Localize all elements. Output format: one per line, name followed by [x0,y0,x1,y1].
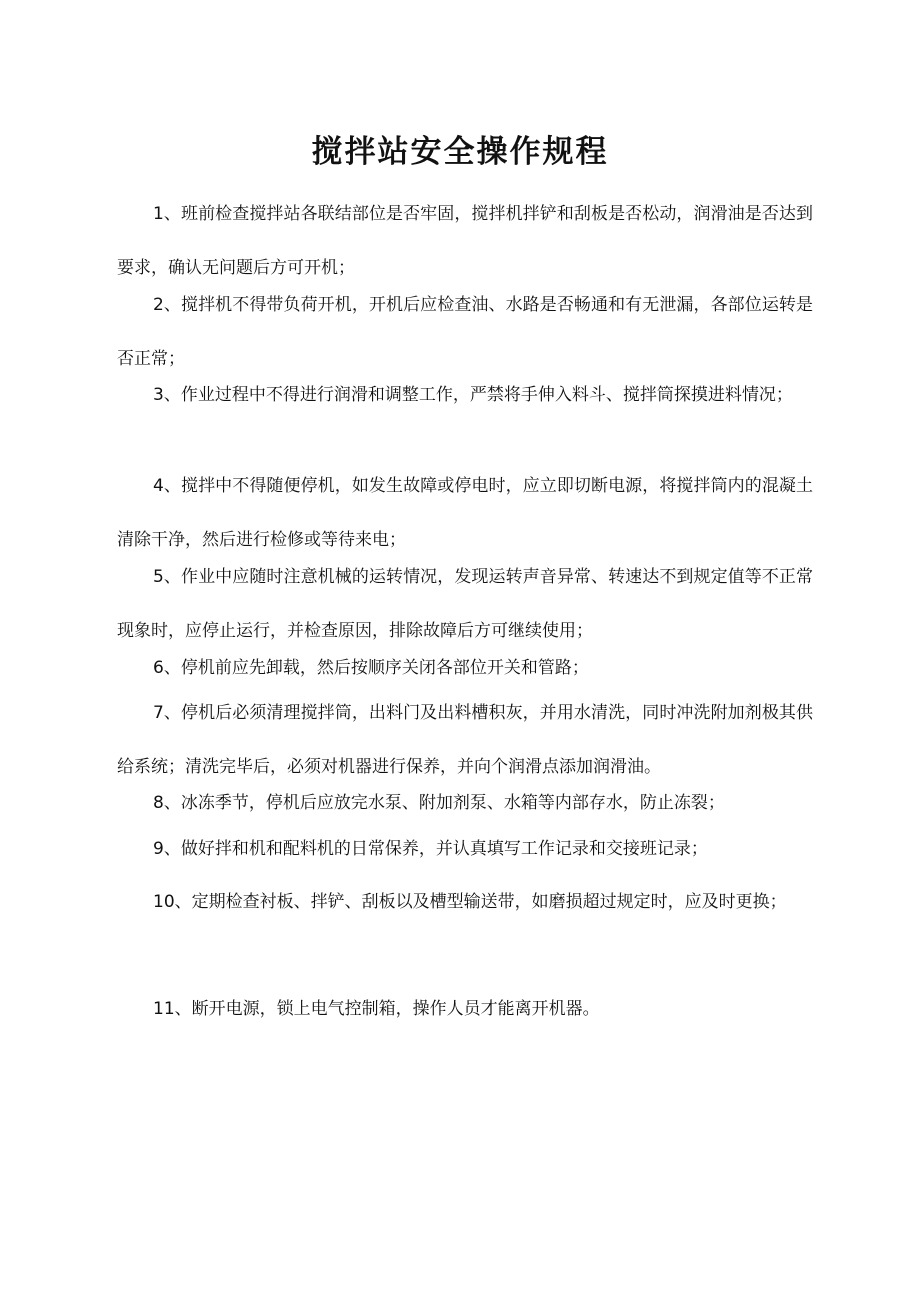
rule-item-10: 10、定期检查衬板、拌铲、刮板以及槽型输送带，如磨损超过规定时，应及时更换； [153,892,787,912]
rule-item-8: 8、冰冻季节，停机后应放完水泵、附加剂泵、水箱等内部存水，防止冻裂； [153,793,725,813]
rule-item-2: 2、搅拌机不得带负荷开机，开机后应检查油、水路是否畅通和有无泄漏，各部位运转是否正常； [117,295,813,369]
rule-item-5: 5、作业中应随时注意机械的运转情况，发现运转声音异常、转速达不到规定值等不正常现象时，应停止运行，并检查原因，排除故障后方可继续使用； [117,567,813,641]
rule-item-4: 4、搅拌中不得随便停机，如发生故障或停电时，应立即切断电源，将搅拌筒内的混凝土清除干净，然后进行检修或等待来电； [117,476,813,550]
document-title: 搅拌站安全操作规程 [311,134,609,170]
rule-item-9: 9、做好拌和机和配料机的日常保养，并认真填写工作记录和交接班记录； [153,839,708,859]
rule-item-6: 6、停机前应先卸载，然后按顺序关闭各部位开关和管路； [153,658,589,678]
rule-item-11: 11、断开电源，锁上电气控制箱，操作人员才能离开机器。 [153,999,600,1019]
rule-item-1: 1、班前检查搅拌站各联结部位是否牢固，搅拌机拌铲和刮板是否松动，润滑油是否达到要求，确认无问题后方可开机； [117,204,813,278]
rule-item-7: 7、停机后必须清理搅拌筒，出料门及出料槽积灰，并用水清洗，同时冲洗附加剂极其供给系统；清洗完毕后，必须对机器进行保养，并向个润滑点添加润滑油。 [117,703,813,777]
rule-item-3: 3、作业过程中不得进行润滑和调整工作，严禁将手伸入料斗、搅拌筒探摸进料情况； [153,385,793,405]
